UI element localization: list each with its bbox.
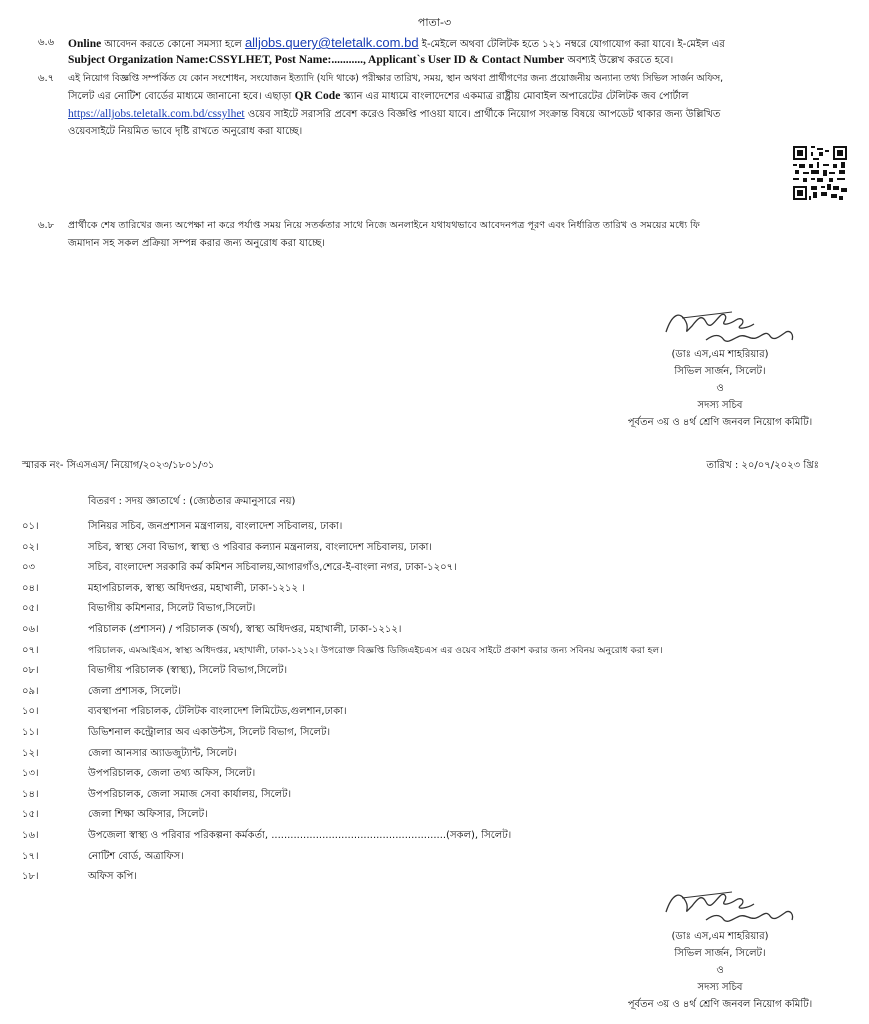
list-item-number: ১৭। <box>22 851 39 862</box>
list-item-number: ০৮। <box>22 665 39 676</box>
teletalk-job-portal-link[interactable]: https://alljobs.teletalk.com.bd/cssylhet <box>68 108 245 120</box>
list-item-text: ডিভিশনাল কন্ট্রোলার অব একাউন্টস, সিলেট বিভাগ, সিলেট। <box>88 727 331 738</box>
distribution-heading: বিতরণ : সদয় জ্ঞাতার্থে : (জ্যেষ্ঠতার ক্রমানুসারে নয়) <box>88 496 296 507</box>
list-item-number: ১৩। <box>22 768 39 779</box>
list-item-number: ০২। <box>22 542 39 553</box>
list-item-text: অফিস কপি। <box>88 871 137 882</box>
paragraph-text: স্ক্যান এর মাধ্যমে বাংলাদেশের একমাত্র রাষ্ট্রীয় মোবাইল অপারেটের টেলিটক জব পোর্টাল <box>340 91 689 102</box>
paragraph-text: সিলেট এর নোটিশ বোর্ডের মাধ্যমে জানানো হবে। এছাড়া <box>68 91 295 102</box>
paragraph-text: এই নিয়োগ বিজ্ঞপ্তি সম্পর্কিত যে কোন সংশোধন, সংযোজন ইত্যাদি (যদি থাকে) পরীক্ষার তারিখ, সময়, স্থান অথবা প্রার্থীগণের জন্য প্রয়োজনীয় অন্যান্য তথ্য সিভিল সার্জন অফিস, <box>68 73 724 84</box>
list-item-number: ০৪। <box>22 583 39 594</box>
list-item-text: পরিচালক, এমআইএস, স্বাস্থ্য অধিদপ্তর, মহাখালী, ঢাকা-১২১২। উপরোক্ত বিজ্ঞপ্তি ডিজিএইচএস এর ওয়েব সাইটে প্রকাশ করার জন্য সবিনয় অনুরোধ করা হল। <box>88 645 663 656</box>
list-item-text: পরিচালক (প্রশাসন) / পরিচালক (অর্থ), স্বাস্থ্য অধিদপ্তর, মহাখালী, ঢাকা-১২১২। <box>88 624 402 635</box>
committee-name: পূর্বতন ৩য় ও ৪র্থ শ্রেণি জনবল নিয়োগ কমিটি। <box>627 999 813 1010</box>
page-number: পাতা-৩ <box>417 16 452 29</box>
memo-reference: স্মারক নং- সিএসএস/ নিয়োগ/২০২৩/১৮০১/৩১ <box>22 460 215 471</box>
list-item-text: বিভাগীয় কমিশনার, সিলেট বিভাগ,সিলেট। <box>88 603 256 614</box>
list-item-number: ১২। <box>22 748 39 759</box>
conjunction-text: ও <box>716 965 724 976</box>
list-item-number: ০১। <box>22 521 39 532</box>
list-item-text: উপপরিচালক, জেলা তথ্য অফিস, সিলেট। <box>88 768 256 779</box>
list-item-number: ০৩ <box>22 562 36 573</box>
list-item-text: জেলা আনসার অ্যাডজুট্যান্ট, সিলেট। <box>88 748 237 759</box>
list-item-number: ০৬। <box>22 624 39 635</box>
paragraph-6-6 <box>38 35 725 68</box>
list-item-text: সচিব, বাংলাদেশ সরকারি কর্ম কমিশন সচিবালয়,আগারগাঁও,শেরে-ই-বাংলা নগর, ঢাকা-১২০৭। <box>88 562 457 573</box>
qr-code-image <box>793 146 847 200</box>
signature-block-2 <box>600 928 840 1013</box>
signatory-name: (ডাঃ এস,এম শাহরিয়ার) <box>671 931 769 942</box>
paragraph-text: ওয়েবসাইটে নিয়মিত ভাবে দৃষ্টি রাখতে অনুরোধ করা যাচ্ছে। <box>68 126 303 137</box>
list-item-number: ০৯। <box>22 686 39 697</box>
signature-block-1 <box>600 346 840 431</box>
list-item-text: সচিব, স্বাস্থ্য সেবা বিভাগ, স্বাস্থ্য ও পরিবার কল্যান মন্ত্রনালয়, বাংলাদেশ সচিবালয়, ঢাকা। <box>88 542 432 553</box>
list-item-text: সিনিয়র সচিব, জনপ্রশাসন মন্ত্রণালয়, বাংলাদেশ সচিবালয়, ঢাকা। <box>88 521 343 532</box>
list-item-text: উপপরিচালক, জেলা সমাজ সেবা কার্যালয়, সিলেট। <box>88 789 292 800</box>
list-item-number: ১৪। <box>22 789 39 800</box>
qr-code-label: QR Code <box>294 90 341 102</box>
list-item-text: ব্যবস্থাপনা পরিচালক, টেলিটক বাংলাদেশ লিমিটেড,গুলশান,ঢাকা। <box>88 706 347 717</box>
list-item-number: ১৫। <box>22 809 39 820</box>
list-item-number: ০৫। <box>22 603 39 614</box>
signatory-role: সদস্য সচিব <box>697 982 743 993</box>
signatory-role: সদস্য সচিব <box>697 400 743 411</box>
paragraph-text: ই-মেইলে অথবা টেলিটক হতে ১২১ নম্বরে যোগাযোগ করা যাবে। ই-মেইল এর <box>418 39 725 50</box>
paragraph-6-7 <box>38 72 724 139</box>
list-item-text: নোটিশ বোর্ড, অত্রাফিস। <box>88 851 184 862</box>
handwritten-signature <box>662 880 802 930</box>
online-label: Online <box>68 38 102 50</box>
list-item-number: ০৭। <box>22 645 39 656</box>
paragraph-text: প্রার্থীকে শেষ তারিখের জন্য অপেক্ষা না করে পর্যাপ্ত সময় নিয়ে সতর্কতার সাথে নিজে অনলাইনে যথাযথভাবে আবেদনপত্র পূরণ এবং নির্ধারিত তারিখ ও সময়ের মধ্যে ফি <box>68 220 700 231</box>
signatory-title: সিভিল সার্জন, সিলেট। <box>674 366 766 377</box>
paragraph-text: আবেদন করতে কোনো সমস্যা হলে <box>101 39 245 50</box>
list-item-number: ১০। <box>22 706 39 717</box>
subject-format-text: Subject Organization Name:CSSYLHET, Post Name:..........., Applicant`s User ID & Contact Number <box>68 54 565 66</box>
paragraph-text: জমাদান সহ সকল প্রক্রিয়া সম্পন্ন করার জন্য অনুরোধ করা যাচ্ছে। <box>68 238 325 249</box>
list-item-number: ১১। <box>22 727 39 738</box>
list-item-text: উপজেলা স্বাস্থ্য ও পরিবার পরিকল্পনা কর্মকর্তা, .......................................................(সকল), সিলেট। <box>88 830 512 841</box>
committee-name: পূর্বতন ৩য় ও ৪র্থ শ্রেণি জনবল নিয়োগ কমিটি। <box>627 417 813 428</box>
list-item-number: ১৬। <box>22 830 39 841</box>
list-item-text: মহাপরিচালক, স্বাস্থ্য অধিদপ্তর, মহাখালী, ঢাকা-১২১২ । <box>88 583 305 594</box>
signatory-title: সিভিল সার্জন, সিলেট। <box>674 948 766 959</box>
list-item-text: বিভাগীয় পরিচালক (স্বাস্থ্য), সিলেট বিভাগ,সিলেট। <box>88 665 288 676</box>
list-item-text: জেলা শিক্ষা অফিসার, সিলেট। <box>88 809 208 820</box>
paragraph-number: ৬.৭ <box>38 73 55 84</box>
paragraph-text: অবশ্যই উল্লেখ করতে হবে। <box>564 55 674 66</box>
paragraph-6-8 <box>38 219 700 251</box>
list-item-number: ১৮। <box>22 871 39 882</box>
paragraph-number: ৬.৬ <box>38 37 55 48</box>
conjunction-text: ও <box>716 383 724 394</box>
signatory-name: (ডাঃ এস,এম শাহরিয়ার) <box>671 349 769 360</box>
list-item-text: জেলা প্রশাসক, সিলেট। <box>88 686 181 697</box>
memo-date: তারিখ : ২০/০৭/২০২৩ খ্রিঃ <box>706 460 819 471</box>
paragraph-number: ৬.৮ <box>38 220 55 231</box>
paragraph-text: ওয়েব সাইটে সরাসরি প্রবেশ করেও বিজ্ঞপ্তি পাওয়া যাবে। প্রার্থীকে নিয়োগ সংক্রান্ত বিষয়ে আপডেট থাকার জন্য উল্লিখিত <box>244 109 721 120</box>
query-email-link[interactable]: alljobs.query@teletalk.com.bd <box>244 35 419 50</box>
handwritten-signature <box>662 300 802 350</box>
